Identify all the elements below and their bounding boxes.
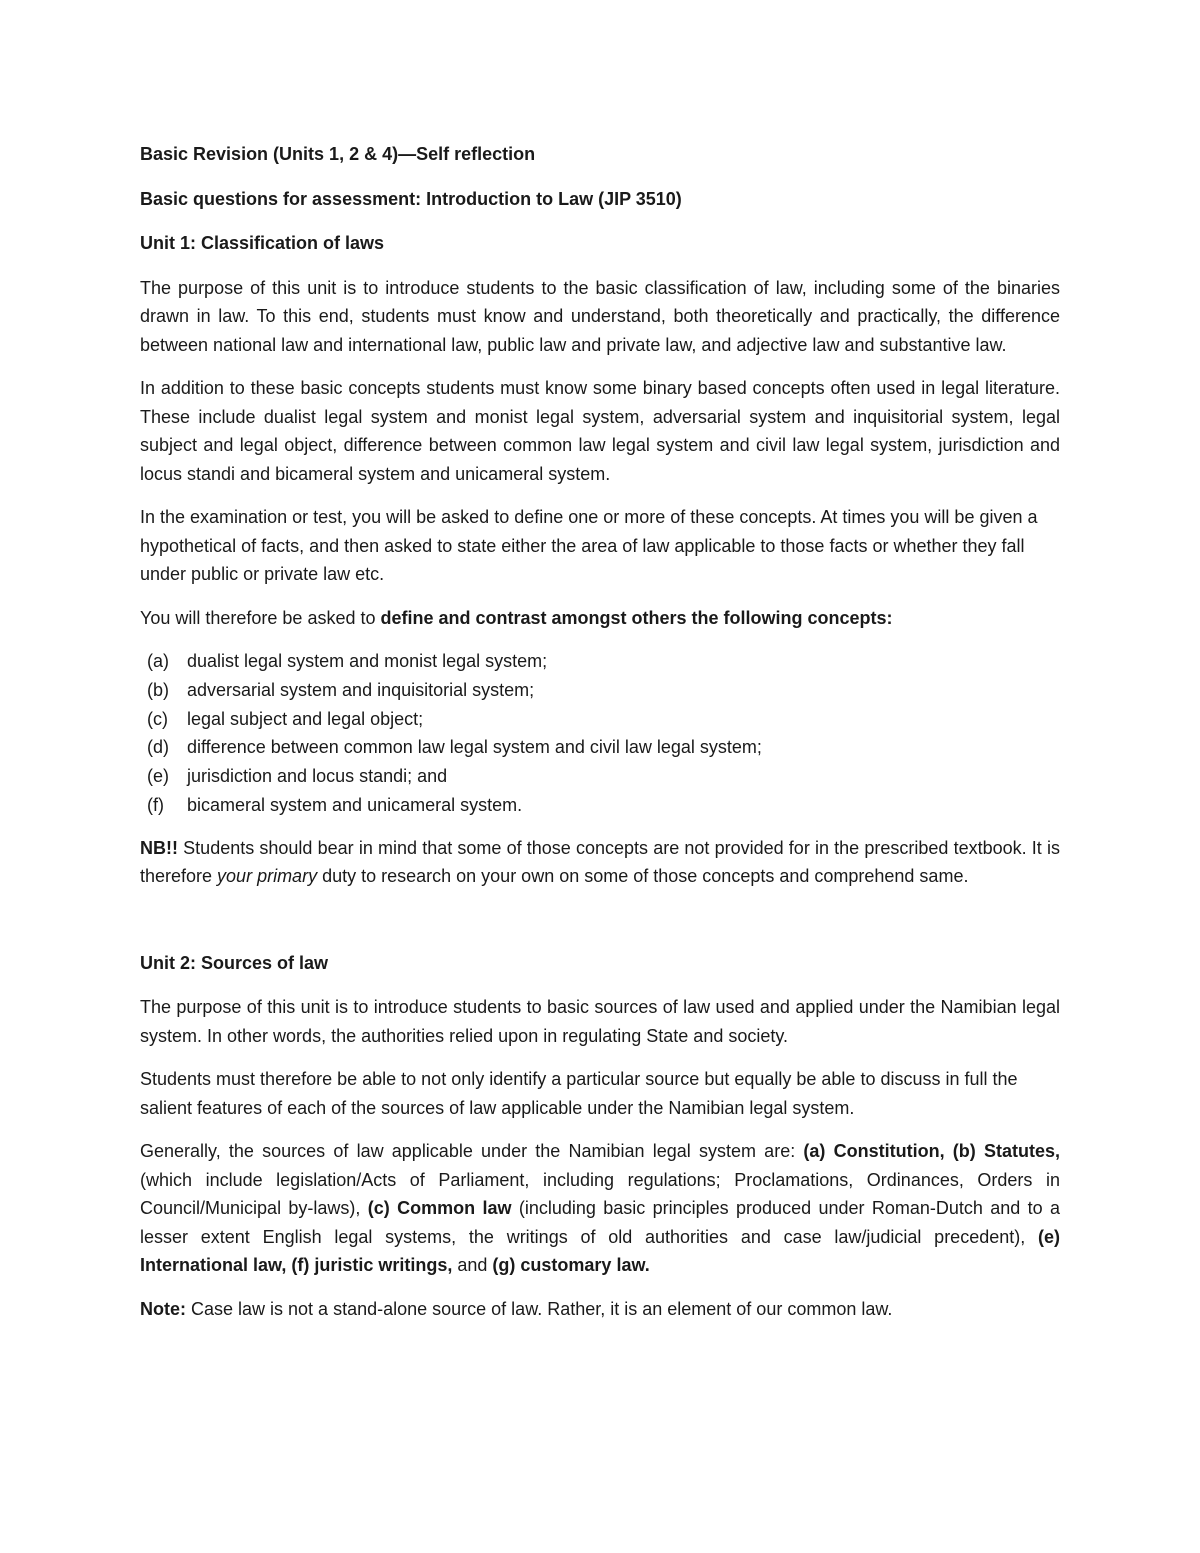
document-subtitle: Basic questions for assessment: Introduction to Law (JIP 3510): [140, 188, 682, 209]
list-item: [140, 676, 1060, 705]
unit1-paragraph-4-lead: You will therefore be asked to: [140, 607, 381, 628]
unit1-heading: Unit 1: Classification of laws: [140, 233, 385, 253]
list-item-text: adversarial system and inquisitorial system;: [187, 679, 535, 700]
sources-b-detail: (which include legislation/Acts of Parliament, including regulations; Proclamations, Ordinances, Orders in Council/Municipal by-laws),: [140, 1169, 1060, 1219]
list-item-text: jurisdiction and locus standi; and: [187, 766, 448, 787]
nb-text-1: Students should bear in mind that some of those concepts are not provided for in the prescribed textbook. It is therefore: [140, 837, 1060, 887]
sources-c-detail: (including basic principles produced under Roman-Dutch and to a lesser extent English legal systems, the writings of old authorities and case law/judicial precedent),: [140, 1198, 1060, 1247]
list-item-text: dualist legal system and monist legal system;: [187, 651, 548, 671]
list-item: [140, 762, 1060, 791]
list-item: [140, 647, 1060, 676]
sources-a-b: (a) Constitution, (b) Statutes,: [803, 1141, 1060, 1162]
unit2-heading: Unit 2: Sources of law: [140, 952, 329, 973]
unit1-paragraph-1: The purpose of this unit is to introduce students to the basic classification of law, including some of the binaries drawn in law. To this end, students must know and understand, both theoretically and practically, the difference between national law and international law, public law and private law, and adjective law and substantive law.: [140, 277, 1060, 355]
unit1-paragraph-4-bold: define and contrast amongst others the following concepts:: [380, 607, 893, 628]
document-page: [140, 140, 1060, 1338]
list-item-marker: (a): [147, 651, 169, 671]
sources-lead: Generally, the sources of law applicable under the Namibian legal system are:: [140, 1141, 804, 1162]
list-item-text: difference between common law legal system and civil law legal system;: [187, 737, 762, 758]
unit1-paragraph-4: [140, 604, 1060, 633]
unit1-paragraph-3: In the examination or test, you will be asked to define one or more of these concepts. At times you will be given a hypothetical of facts, and then asked to state either the area of law applicable to those facts or whether they fall under public or private law etc.: [140, 507, 1038, 584]
list-item-marker: (d): [147, 737, 169, 758]
list-item-text: legal subject and legal object;: [187, 708, 424, 729]
list-item-marker: (f): [147, 794, 164, 815]
list-item-marker: (b): [147, 679, 169, 700]
sources-c: (c) Common law: [367, 1198, 512, 1219]
nb-paragraph: [140, 834, 1060, 891]
nb-italic: your primary: [217, 866, 318, 887]
sources-g: (g) customary law.: [492, 1255, 650, 1276]
list-item: [140, 791, 1060, 820]
list-item-marker: (c): [147, 708, 168, 729]
list-item-marker: (e): [147, 766, 169, 787]
section-spacer: [140, 906, 1060, 949]
sources-and: and: [452, 1255, 493, 1276]
unit1-paragraph-2: In addition to these basic concepts students must know some binary based concepts often used in legal literature. These include dualist legal system and monist legal system, adversarial system and inquisitorial system, legal subject and legal object, difference between common law legal system and civil law legal system, jurisdiction and locus standi and bicameral system and unicameral system.: [140, 378, 1060, 484]
list-item: [140, 705, 1060, 734]
list-item: [140, 733, 1060, 762]
unit2-paragraph-1: The purpose of this unit is to introduce students to basic sources of law used and applied under the Namibian legal system. In other words, the authorities relied upon in regulating State and society.: [140, 997, 1060, 1046]
nb-text-2: duty to research on your own on some of those concepts and comprehend same.: [317, 866, 969, 887]
note-label: Note:: [140, 1298, 186, 1319]
concepts-list: [140, 647, 1060, 820]
document-title: Basic Revision (Units 1, 2 & 4)—Self reflection: [140, 144, 536, 164]
sources-paragraph: [140, 1137, 1060, 1280]
unit2-paragraph-2: Students must therefore be able to not only identify a particular source but equally be able to discuss in full the salient features of each of the sources of law applicable under the Namibian legal system.: [140, 1069, 1018, 1118]
note-text: Case law is not a stand-alone source of law. Rather, it is an element of our common law.: [186, 1298, 893, 1319]
sources-e-f: (e) International law, (f) juristic writings,: [140, 1226, 1060, 1276]
note-paragraph: [140, 1295, 1060, 1324]
list-item-text: bicameral system and unicameral system.: [187, 794, 523, 815]
nb-label: NB!!: [140, 837, 178, 858]
